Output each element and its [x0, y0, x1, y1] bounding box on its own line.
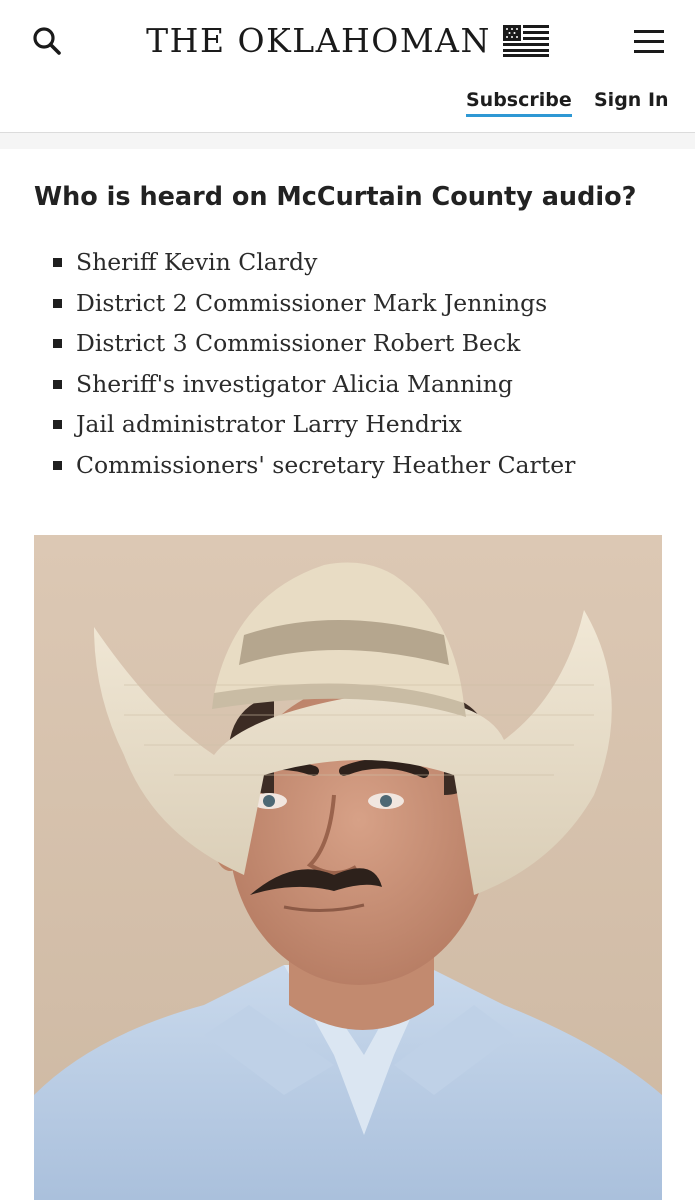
bullet-square-icon — [53, 380, 62, 389]
sign-in-link[interactable]: Sign In — [594, 89, 669, 111]
people-list — [34, 242, 662, 485]
subscribe-link[interactable]: Subscribe — [466, 88, 572, 117]
bullet-square-icon — [53, 420, 62, 429]
list-item — [34, 323, 662, 364]
site-logo[interactable] — [0, 18, 695, 64]
section-heading: Who is heard on McCurtain County audio? — [34, 182, 637, 212]
list-item-text: Sheriff Kevin Clardy — [76, 248, 318, 276]
article-photo[interactable] — [34, 535, 662, 1200]
bullet-square-icon — [53, 299, 62, 308]
masthead-title: THE OKLAHOMAN — [146, 21, 491, 60]
list-item-text: Sheriff's investigator Alicia Manning — [76, 369, 513, 398]
header-divider-strip — [0, 133, 695, 149]
list-item-text: Commissioners' secretary Heather Carter — [76, 450, 576, 479]
list-item — [34, 283, 662, 324]
hamburger-menu-icon — [631, 24, 667, 60]
list-item — [34, 242, 662, 283]
article-body — [34, 178, 662, 485]
bullet-square-icon — [53, 461, 62, 470]
bullet-square-icon — [53, 258, 62, 267]
list-item-text: District 3 Commissioner Robert Beck — [76, 329, 521, 357]
list-item-text: District 2 Commissioner Mark Jennings — [76, 288, 548, 317]
top-navigation-bar — [0, 0, 695, 133]
menu-button[interactable] — [631, 24, 667, 60]
list-item — [34, 364, 662, 405]
flag-icon — [503, 25, 549, 57]
list-item — [34, 404, 662, 445]
list-item-text: Jail administrator Larry Hendrix — [76, 410, 462, 438]
bullet-square-icon — [53, 339, 62, 348]
portrait-illustration — [34, 535, 662, 1200]
list-item — [34, 445, 662, 486]
